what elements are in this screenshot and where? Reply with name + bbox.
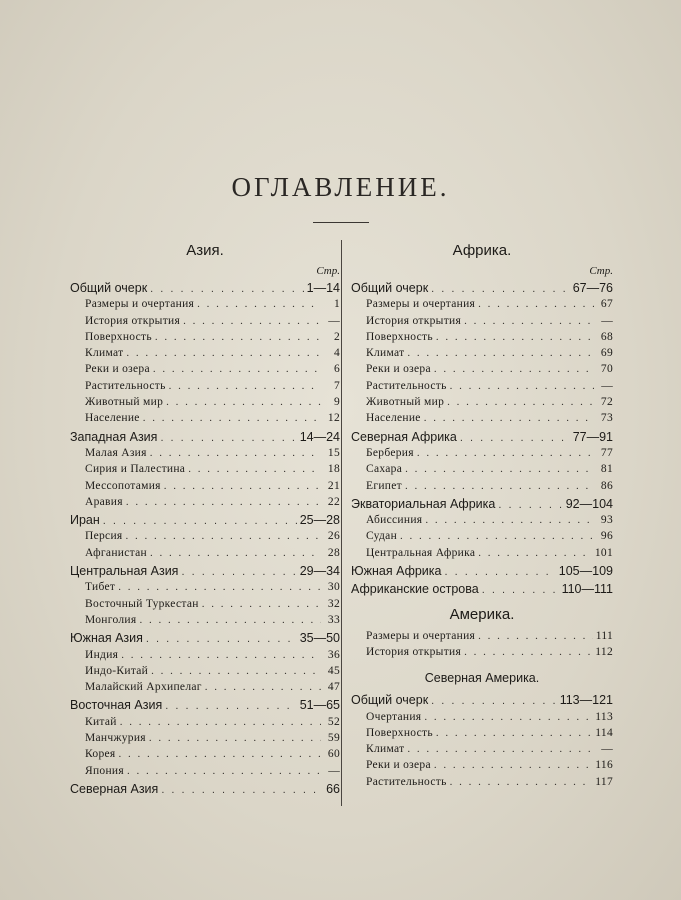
toc-entry-title: Китай [85,715,117,728]
toc-entry-page: 7 [333,379,340,392]
toc-entry-sub[interactable] [351,329,613,345]
toc-entry-title: Абиссиния [366,514,423,527]
toc-entry-title: Климат [366,347,405,360]
toc-entry-main[interactable] [70,697,340,713]
toc-entry-page: 77—91 [572,429,613,444]
toc-entry-sub[interactable] [70,296,340,312]
toc-entry-sub[interactable] [351,741,613,757]
toc-entry-sub[interactable] [351,757,613,773]
toc-entry-page: 1—14 [306,281,340,295]
toc-entry-page: 9 [333,396,340,409]
toc-entry-main[interactable] [70,630,340,646]
toc-entry-sub[interactable] [70,545,340,561]
toc-entry-title: Климат [366,743,405,756]
toc-entry-sub[interactable] [70,714,340,730]
america-heading: Америка. [449,605,515,623]
leader-dots [478,545,592,561]
leader-dots [482,582,559,598]
leader-dots [181,564,296,580]
toc-entry-page: 117 [595,775,613,788]
toc-entry-page: 111 [595,629,613,642]
leader-dots [431,693,557,709]
north-america-toc [351,709,613,790]
toc-entry-page: 96 [600,530,613,543]
africa-america-column [351,240,613,790]
toc-entry-page: 33 [327,613,340,626]
toc-entry-title: Экваториальная Африка [351,496,496,511]
column-divider [341,240,342,806]
toc-entry-sub[interactable] [70,612,340,628]
toc-entry-page: — [601,314,613,327]
toc-entry-title: Сирия и Палестина [85,463,186,476]
toc-entry-title: Тибет [85,581,116,594]
toc-entry-main[interactable] [70,512,340,528]
leader-dots [434,757,592,773]
toc-entry-page: — [328,314,340,327]
leader-dots [126,528,321,544]
toc-entry-main[interactable] [70,280,340,296]
toc-entry-page: 25—28 [299,513,340,528]
leader-dots [146,631,297,647]
toc-entry-title: Растительность [366,379,447,392]
leader-dots [118,579,321,595]
toc-entry-title: Индо-Китай [85,664,149,677]
toc-entry-page: 116 [595,759,613,772]
toc-entry-sub[interactable] [351,296,613,312]
toc-entry-page: — [601,743,613,756]
toc-entry-sub[interactable] [351,394,613,410]
toc-entry-page: 66 [326,781,340,796]
toc-entry-page: 73 [600,412,613,425]
leader-dots [151,663,321,679]
toc-entry-title: Растительность [85,379,166,392]
leader-dots [120,714,321,730]
leader-dots [460,430,570,446]
page-column-label: Стр. [316,265,340,277]
toc-entry-page: 68 [600,330,613,343]
toc-entry-title: Северная Африка [351,429,457,444]
toc-entry-title: Реки и озера [366,363,431,376]
toc-entry-title: Манчжурия [85,732,146,745]
toc-entry-sub[interactable] [70,378,340,394]
toc-entry-page: 22 [327,495,340,508]
toc-entry-title: Общий очерк [351,693,429,708]
leader-dots [143,410,321,426]
toc-entry-page: 114 [595,726,613,739]
toc-entry-title: История открытия [366,645,462,658]
leader-dots [478,628,593,644]
toc-entry-page: 15 [327,446,340,459]
leader-dots [164,478,321,494]
toc-entry-title: Южная Африка [351,564,442,579]
toc-entry-sub[interactable] [70,394,340,410]
leader-dots [126,494,321,510]
toc-entry-title: Северная Азия [70,781,159,796]
leader-dots [450,378,594,394]
leader-dots [149,730,321,746]
toc-entry-page: 6 [333,363,340,376]
toc-entry-sub[interactable] [351,313,613,329]
leader-dots [444,564,555,580]
asia-toc [70,280,340,797]
toc-entry-title: Население [85,412,140,425]
leader-dots [150,445,321,461]
america-toc [351,628,613,661]
leader-dots [197,296,321,312]
toc-entry-title: Климат [85,347,124,360]
toc-entry-sub[interactable] [351,528,613,544]
leader-dots [166,394,321,410]
toc-entry-title: Сахара [366,463,403,476]
toc-entry-page: 47 [327,681,340,694]
toc-entry-sub[interactable] [70,329,340,345]
toc-entry-page: 35—50 [299,631,340,646]
leader-dots [424,709,592,725]
leader-dots [447,394,594,410]
toc-entry-page: 60 [327,748,340,761]
toc-entry-sub[interactable] [70,361,340,377]
toc-entry-sub[interactable] [351,725,613,741]
toc-entry-sub[interactable] [351,512,613,528]
toc-entry-title: Южная Азия [70,631,143,646]
toc-entry-page: 59 [327,732,340,745]
toc-entry-page: — [328,764,340,777]
toc-entry-page: 81 [600,463,613,476]
toc-entry-sub[interactable] [351,378,613,394]
toc-entry-page: 36 [327,648,340,661]
toc-entry-sub[interactable] [70,445,340,461]
toc-entry-page: 2 [333,330,340,343]
toc-entry-sub[interactable] [70,579,340,595]
toc-entry-sub[interactable] [351,345,613,361]
toc-entry-main[interactable] [351,496,613,512]
toc-entry-page: 52 [327,715,340,728]
page-title: ОГЛАВЛЕНИЕ. [231,172,450,202]
toc-entry-title: Размеры и очертания [85,298,195,311]
toc-entry-sub[interactable] [70,596,340,612]
leader-dots [205,679,321,695]
title-rule [313,222,369,223]
toc-entry-title: Центральная Африка [366,546,476,559]
asia-heading: Азия. [186,242,224,259]
toc-entry-page: 70 [600,363,613,376]
toc-entry-main[interactable] [351,563,613,579]
leader-dots [434,361,594,377]
toc-entry-title: Западная Азия [70,429,158,444]
toc-entry-page: 72 [600,396,613,409]
toc-entry-page: 105—109 [558,564,613,579]
toc-entry-main[interactable] [70,781,340,797]
toc-entry-main[interactable] [351,280,613,296]
leader-dots [126,345,321,361]
toc-entry-page: 93 [600,514,613,527]
toc-entry-title: Афганистан [85,546,147,559]
toc-entry-main[interactable] [351,581,613,597]
toc-entry-title: Поверхность [85,330,152,343]
toc-entry-main[interactable] [70,429,340,445]
toc-entry-sub[interactable] [351,461,613,477]
leader-dots [150,545,321,561]
toc-entry-title: Размеры и очертания [366,629,476,642]
toc-entry-sub[interactable] [351,644,613,660]
leader-dots [183,313,321,329]
toc-entry-sub[interactable] [70,345,340,361]
toc-entry-page: 1 [333,298,340,311]
toc-entry-page: 86 [600,479,613,492]
leader-dots [498,497,562,513]
toc-entry-title: Монголия [85,613,137,626]
toc-entry-title: Персия [85,530,123,543]
toc-entry-page: 112 [595,645,613,658]
leader-dots [464,644,592,660]
leader-dots [127,763,321,779]
leader-dots [405,461,594,477]
toc-entry-page: 45 [327,664,340,677]
toc-entry-page: 32 [327,597,340,610]
toc-entry-title: История открытия [85,314,181,327]
toc-entry-title: Корея [85,748,116,761]
leader-dots [424,410,594,426]
toc-entry-sub[interactable] [70,679,340,695]
toc-entry-sub[interactable] [351,774,613,790]
toc-entry-main[interactable] [351,429,613,445]
toc-entry-sub[interactable] [351,628,613,644]
leader-dots [400,528,594,544]
leader-dots [450,774,593,790]
toc-entry-sub[interactable] [70,461,340,477]
leader-dots [407,345,594,361]
toc-entry-title: Африканские острова [351,582,479,597]
toc-entry-page: 21 [327,479,340,492]
leader-dots [431,281,570,297]
leader-dots [425,512,594,528]
toc-entry-page: 18 [327,463,340,476]
toc-entry-title: Восточная Азия [70,698,163,713]
toc-entry-title: Реки и озера [85,363,150,376]
toc-entry-page: 26 [327,530,340,543]
toc-entry-title: Судан [366,530,398,543]
toc-entry-title: Поверхность [366,726,433,739]
toc-entry-title: Аравия [85,495,123,508]
toc-entry-page: 28 [327,546,340,559]
toc-entry-page: 51—65 [299,698,340,713]
toc-entry-page: 113 [595,710,613,723]
leader-dots [436,725,592,741]
leader-dots [405,478,594,494]
africa-toc [351,280,613,598]
africa-heading: Африка. [452,242,512,259]
leader-dots [407,741,594,757]
toc-entry-title: Япония [85,764,124,777]
toc-entry-title: Египет [366,479,402,492]
toc-entry-title: Растительность [366,775,447,788]
toc-entry-sub[interactable] [351,361,613,377]
toc-entry-sub[interactable] [70,410,340,426]
toc-entry-title: Население [366,412,421,425]
toc-entry-sub[interactable] [70,663,340,679]
toc-entry-page: 67 [600,298,613,311]
leader-dots [119,746,322,762]
leader-dots [103,513,297,529]
toc-entry-title: Животный мир [366,396,445,409]
toc-entry-sub[interactable] [70,478,340,494]
toc-entry-sub[interactable] [351,410,613,426]
toc-entry-sub[interactable] [70,313,340,329]
leader-dots [436,329,594,345]
toc-entry-title: Малая Азия [85,446,147,459]
toc-entry-page: — [601,379,613,392]
leader-dots [202,596,321,612]
leader-dots [121,647,321,663]
north-america-heading: Северная Америка. [424,671,540,686]
toc-entry-title: Индия [85,648,119,661]
toc-entry-sub[interactable] [70,494,340,510]
toc-entry-sub[interactable] [351,478,613,494]
leader-dots [160,430,296,446]
toc-entry-sub[interactable] [70,528,340,544]
toc-entry-sub[interactable] [70,647,340,663]
leader-dots [464,313,594,329]
toc-entry-title: Восточный Туркестан [85,597,199,610]
toc-entry-title: Малайский Архипелаг [85,681,202,694]
leader-dots [169,378,321,394]
toc-entry-title: Реки и озера [366,759,431,772]
toc-entry-page: 69 [600,347,613,360]
leader-dots [478,296,594,312]
toc-entry-page: 12 [327,412,340,425]
toc-entry-title: Центральная Азия [70,564,179,579]
toc-entry-sub[interactable] [70,746,340,762]
toc-entry-sub[interactable] [70,763,340,779]
toc-entry-title: Размеры и очертания [366,298,476,311]
leader-dots [417,445,594,461]
toc-entry-page: 29—34 [299,564,340,579]
asia-column [70,240,340,797]
leader-dots [155,329,321,345]
page-column-label: Стр. [589,265,613,277]
toc-entry-main[interactable] [351,692,613,708]
leader-dots [188,461,321,477]
toc-entry-page: 101 [594,546,613,559]
toc-entry-page: 67—76 [572,281,613,295]
toc-entry-page: 113—121 [559,693,613,708]
toc-entry-title: Общий очерк [70,281,148,295]
toc-entry-page: 4 [333,347,340,360]
toc-entry-title: Мессопотамия [85,479,161,492]
toc-entry-title: Иран [70,513,100,528]
toc-entry-title: Животный мир [85,396,164,409]
toc-entry-title: Берберия [366,446,414,459]
toc-entry-sub[interactable] [70,730,340,746]
toc-entry-title: История открытия [366,314,462,327]
toc-entry-sub[interactable] [351,545,613,561]
toc-entry-title: Очертания [366,710,422,723]
leader-dots [139,612,321,628]
leader-dots [161,782,321,798]
toc-entry-main[interactable] [70,563,340,579]
toc-entry-sub[interactable] [351,445,613,461]
toc-entry-title: Поверхность [366,330,433,343]
leader-dots [150,281,303,297]
leader-dots [165,698,296,714]
toc-entry-page: 110—111 [561,582,613,597]
toc-entry-page: 92—104 [565,496,613,511]
toc-entry-title: Общий очерк [351,281,429,295]
toc-entry-page: 30 [327,581,340,594]
toc-entry-page: 77 [600,446,613,459]
toc-entry-sub[interactable] [351,709,613,725]
toc-entry-page: 14—24 [299,429,340,444]
leader-dots [153,361,321,377]
